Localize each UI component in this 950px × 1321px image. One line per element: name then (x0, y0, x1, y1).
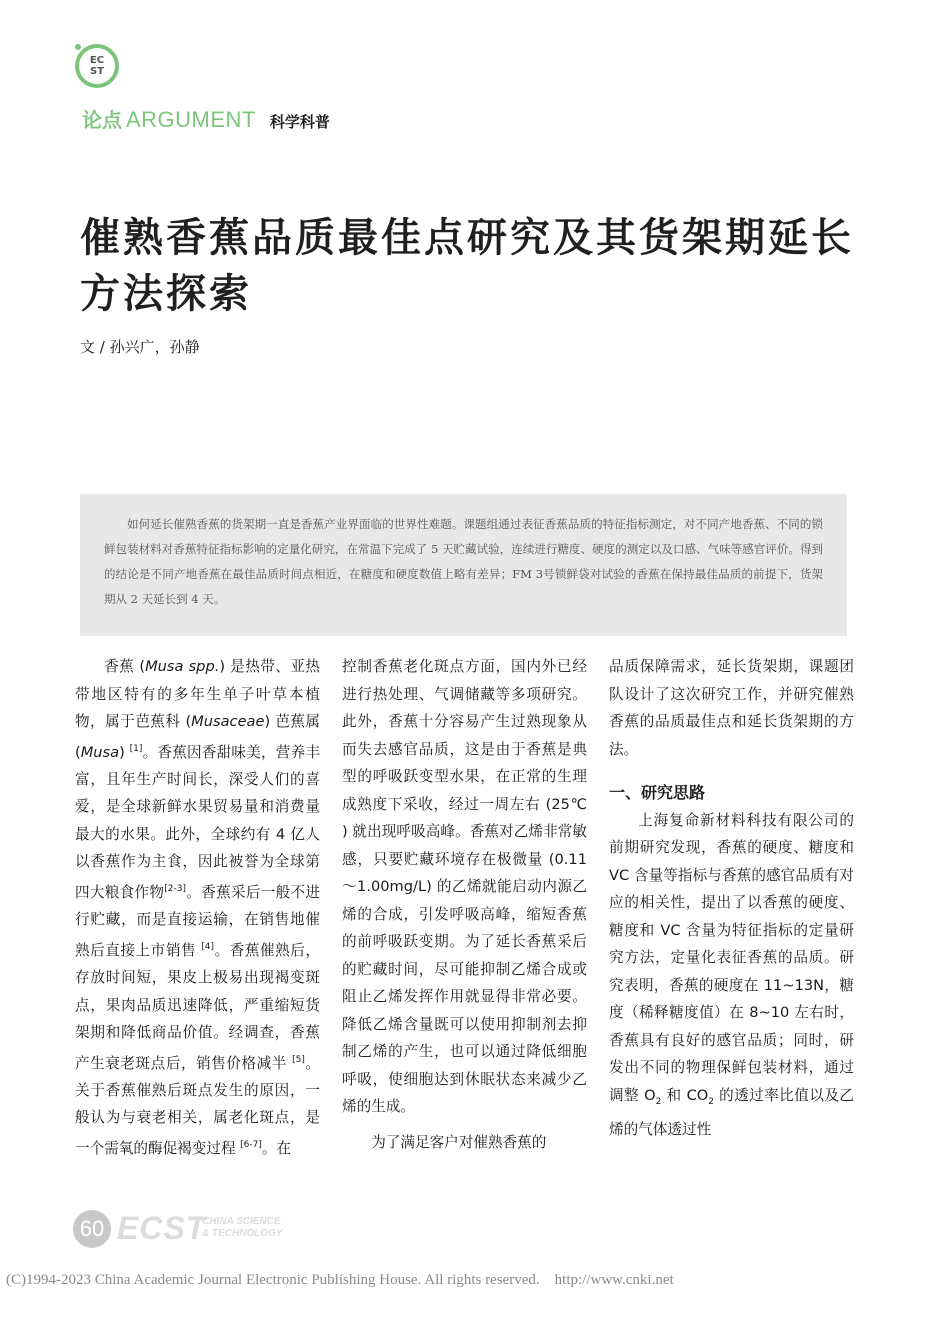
citation: [6-7] (240, 1139, 262, 1150)
section-sub: 科学科普 (269, 113, 330, 131)
abstract-box (80, 494, 847, 636)
scientific-name: Musa spp. (145, 658, 220, 675)
logo-dot (73, 42, 83, 52)
footer-brand: ECST (117, 1210, 207, 1246)
section-heading: 一、研究思路 (609, 783, 706, 802)
scientific-name: Musa (80, 743, 120, 761)
article-title: 催熟香蕉品质最佳点研究及其货架期延长方法探索 (80, 215, 854, 317)
paragraph: 控制香蕉老化斑点方面，国内外已经进行热处理、气调储藏等多项研究。此外，香蕉十分容易产生过熟现象从而失去感官品质，这是由于香蕉是典型的呼吸跃变型水果，在正常的生理成熟度下采收，经过一周左右 (25℃ ) 就出现呼吸高峰。香蕉对乙烯非常敏感，只要贮藏环境存在极微量 (0.11～1.00mg/L) 的乙烯就能启动内源乙烯的合成，引发呼吸高峰，缩短香蕉的前呼吸跃变期。为了延长香蕉采后的贮藏时间，尽可能抑制乙烯合成或阻止乙烯发挥作用就显得非常必要。降低乙烯含量既可以使用抑制剂去抑制乙烯的产生，也可以通过降低细胞呼吸，使细胞达到休眠状态来减少乙烯的生成。 (342, 658, 587, 1115)
article-author: 文 / 孙兴广，孙静 (80, 338, 200, 356)
scientific-name: Musaceae (191, 713, 265, 730)
paragraph: 为了满足客户对催熟香蕉的 (371, 1133, 547, 1151)
copyright-notice: (C)1994-2023 China Academic Journal Electronic Publishing House. All rights reserved. http://www.cnki.net (6, 1272, 674, 1288)
citation: [1] (129, 743, 143, 754)
citation: [4] (201, 941, 215, 952)
paragraph: 品质保障需求，延长货架期，课题团队设计了这次研究工作，并研究催熟香蕉的品质最佳点和延长货架期的方法。 (609, 658, 854, 758)
section-label (82, 104, 330, 132)
section-cn: 论点 (82, 108, 122, 132)
citation: [2-3] (164, 883, 187, 894)
page-number: 60 (73, 1210, 111, 1248)
paragraph: 香蕉 (Musa spp.) 是热带、亚热带地区特有的多年生单子叶草本植物，属于芭蕉科 (Musaceae) 芭蕉属 (Musa) [1]。香蕉因香甜味美，营养丰富，且年生产时间长，深受人们的喜爱，是全球新鲜水果贸易量和消费量最大的水果。此外，全球约有 4 亿人以香蕉作为主食，因此被誉为全球第四大粮食作物[2-3]。香蕉采后一般不进行贮藏，而是直接运输，在销售地催熟后直接上市销售 [4]。香蕉催熟后，存放时间短，果皮上极易出现褐变斑点，果肉品质迅速降低，严重缩短货架期和降低商品价值。经调查，香蕉产生衰老斑点后，销售价格减半 [5]。关于香蕉催熟后斑点发生的原因，一般认为与衰老相关，属老化斑点，是一个需氧的酶促褐变过程 [6-7]。在 (75, 658, 321, 1157)
body-column-2 (342, 653, 587, 1156)
citation: [5] (292, 1054, 305, 1065)
journal-logo (73, 42, 121, 90)
paragraph: 上海复命新材料科技有限公司的前期研究发现，香蕉的硬度、糖度和 VC 含量等指标与香蕉的感官品质有对应的相关性，提出了以香蕉的硬度、糖度和 VC 含量为特征指标的定量研究方法，定量化表征香蕉的品质。研究表明，香蕉的硬度在 11~13N，糖度（稀释糖度值）在 8~10 左右时，香蕉具有良好的感官品质；同时，研发出不同的物理保鲜包装材料，通过调整 $O_2$ 和 $CO_2$ 的透过率比值以及乙烯的气体透过性 (609, 811, 854, 1138)
section-en: ARGUMENT (126, 107, 256, 132)
abstract-text: 如何延长催熟香蕉的货架期一直是香蕉产业界面临的世界性难题。课题组通过表征香蕉品质的特征指标测定，对不同产地香蕉、不同的锁鲜包装材料对香蕉特征指标影响的定量化研究，在常温下完成了 5 天贮藏试验，连续进行糖度、硬度的测定以及口感、气味等感官评价。得到的结论是不同产地香蕉在最佳品质时间点相近，在糖度和硬度数值上略有差异；FM 3号锁鲜袋对试验的香蕉在保持最佳品质的前提下，货架期从 2 天延长到 4 天。 (104, 517, 823, 606)
body-column-3 (609, 653, 854, 1143)
footer-brand-sub: CHINA SCIENCE & TECHNOLOGY (202, 1216, 283, 1239)
logo-text: EC ST (89, 55, 105, 77)
body-column-1 (75, 653, 320, 1162)
